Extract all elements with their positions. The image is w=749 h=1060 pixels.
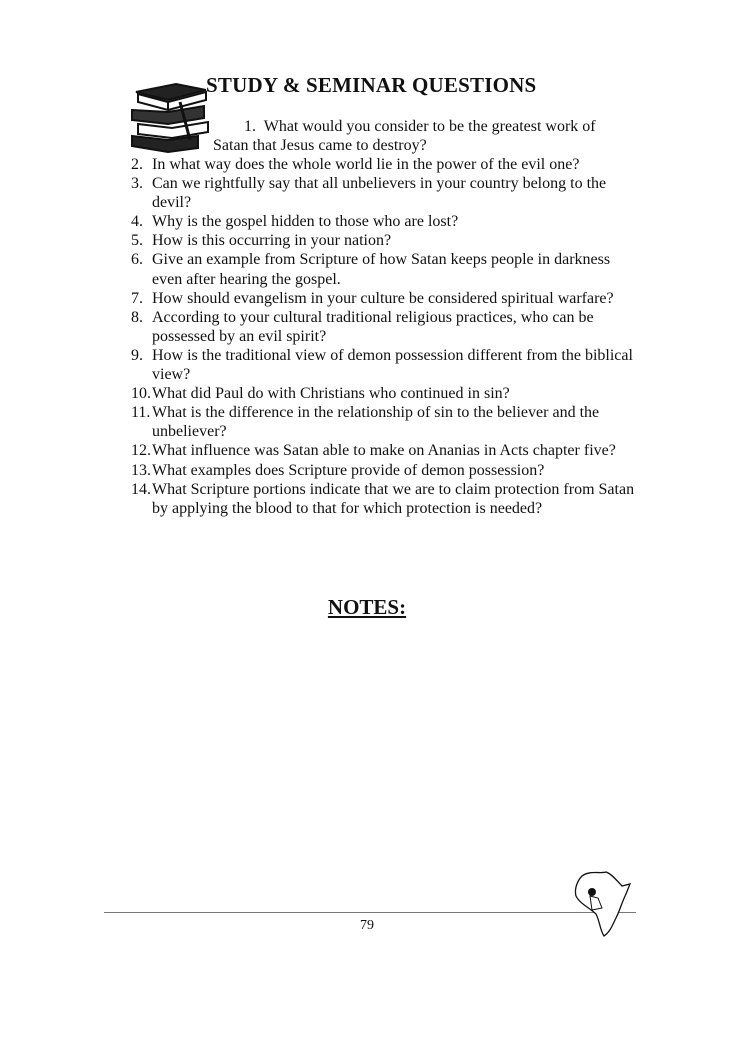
question-text: What did Paul do with Christians who continued in sin?	[152, 385, 510, 403]
question-text: What is the difference in the relationship of sin to the believer and the unbeliever?	[152, 404, 600, 441]
question-text: What examples does Scripture provide of demon possession?	[152, 461, 545, 479]
question-number: 10.	[131, 385, 151, 403]
question-text: What influence was Satan able to make on Ananias in Acts chapter five?	[152, 442, 616, 460]
question-9	[131, 346, 641, 384]
page-number: 79	[360, 918, 374, 933]
question-1	[213, 117, 633, 155]
question-8	[131, 308, 641, 346]
question-text: How should evangelism in your culture be considered spiritual warfare?	[152, 289, 614, 307]
question-text: What would you consider to be the greatest work of	[263, 118, 596, 135]
question-text-continued: Satan that Jesus came to destroy?	[213, 137, 427, 155]
question-number: 8.	[131, 308, 143, 326]
notes-heading: NOTES:	[327, 595, 407, 619]
question-13	[131, 461, 641, 480]
question-text: In what way does the whole world lie in the power of the evil one?	[152, 156, 580, 173]
question-list	[131, 155, 641, 518]
question-10	[131, 384, 641, 403]
question-2	[131, 155, 641, 174]
question-number: 11.	[131, 404, 151, 422]
question-number: 4.	[131, 213, 143, 231]
question-number: 3.	[131, 175, 143, 193]
question-6	[131, 250, 641, 288]
question-number: 7.	[131, 289, 143, 307]
question-11	[131, 403, 641, 441]
question-text: Give an example from Scripture of how Satan keeps people in darkness even after hearing the gospel.	[152, 251, 611, 288]
question-text: How is this occurring in your nation?	[152, 232, 392, 250]
question-number: 5.	[131, 232, 143, 250]
question-text: What Scripture portions indicate that we are to claim protection from Satan by applying the blood to that for which protection is needed?	[152, 480, 635, 517]
question-number: 6.	[131, 251, 143, 269]
question-text: How is the traditional view of demon possession different from the biblical view?	[152, 346, 633, 384]
africa-logo-icon	[570, 868, 640, 940]
question-5	[131, 231, 641, 250]
question-text: According to your cultural traditional religious practices, who can be possessed by an evil spirit?	[152, 308, 594, 345]
question-14	[131, 480, 641, 518]
question-number: 12.	[131, 442, 151, 460]
question-7	[131, 289, 641, 308]
question-number: 2.	[131, 156, 143, 173]
question-number: 14.	[131, 480, 151, 498]
question-text: Why is the gospel hidden to those who are lost?	[152, 213, 459, 231]
question-number: 13.	[131, 461, 151, 479]
books-icon	[128, 80, 218, 155]
question-4	[131, 212, 641, 231]
question-3	[131, 174, 641, 212]
question-number: 1.	[244, 118, 256, 135]
question-12	[131, 441, 641, 460]
footer-rule	[104, 912, 636, 913]
page-title: STUDY & SEMINAR QUESTIONS	[206, 73, 537, 97]
question-number: 9.	[131, 346, 143, 364]
question-text: Can we rightfully say that all unbelievers in your country belong to the devil?	[152, 175, 607, 212]
